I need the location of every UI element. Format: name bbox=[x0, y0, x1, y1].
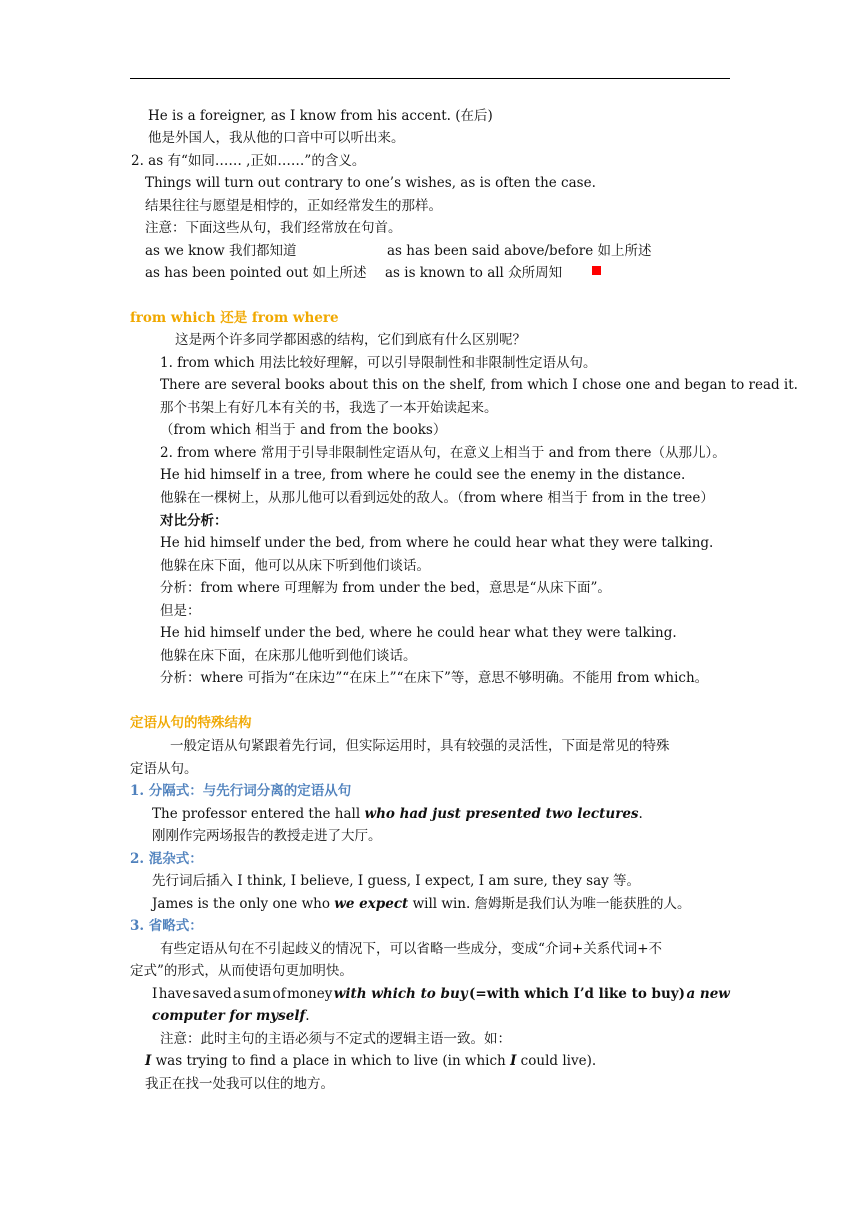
paragraph: 这是两个许多同学都困惑的结构，它们到底有什么区别呢？ bbox=[175, 332, 526, 348]
section-heading: 定语从句的特殊结构 bbox=[130, 715, 252, 731]
word: sum bbox=[242, 986, 272, 1002]
sentence-part: could live). bbox=[516, 1053, 597, 1069]
header-rule bbox=[130, 78, 730, 79]
sentence-part: . bbox=[638, 806, 643, 822]
word: of bbox=[272, 986, 286, 1002]
red-square-marker bbox=[592, 266, 601, 275]
subsection-heading: 2. 混杂式： bbox=[130, 851, 203, 867]
example-sentence bbox=[152, 894, 691, 914]
numbered-point: 1. from which 用法比较好理解，可以引导限制性和非限制性定语从句。 bbox=[160, 355, 597, 371]
paragraph: 定式”的形式，从而使语句更加明快。 bbox=[130, 963, 353, 979]
paragraph: 有些定语从句在不引起歧义的情况下，可以省略一些成分，变成“介词+关系代词+不 bbox=[160, 941, 663, 957]
note: 但是： bbox=[160, 603, 201, 619]
paragraph: 定语从句。 bbox=[130, 761, 198, 777]
numbered-point: 2. as 有“如同…… ,正如……”的含义。 bbox=[131, 153, 366, 169]
example-sentence bbox=[152, 984, 730, 1004]
sentence-part: . bbox=[305, 1008, 310, 1024]
emphasis: who had just presented two lectures bbox=[364, 806, 639, 822]
translation: 那个书架上有好几本有关的书，我选了一本开始读起来。 bbox=[160, 400, 498, 416]
paragraph: 一般定语从句紧跟着先行词，但实际运用时，具有较强的灵活性，下面是常见的特殊 bbox=[170, 738, 670, 754]
word: a bbox=[233, 986, 242, 1002]
emphasis: I bbox=[145, 1053, 152, 1069]
example-sentence bbox=[152, 804, 643, 824]
note: （from which 相当于 and from the books） bbox=[160, 422, 447, 438]
emphasis: with which to buy bbox=[333, 986, 468, 1002]
phrase: as is known to all 众所周知 bbox=[385, 265, 563, 281]
word: I bbox=[152, 986, 158, 1002]
example-sentence: He is a foreigner, as I know from his accent. (在后) bbox=[148, 108, 493, 124]
analysis: 分析：where 可指为“在床边”“在床上”“在床下”等，意思不够明确。不能用 from which。 bbox=[160, 670, 709, 686]
emphasis: computer for myself bbox=[152, 1008, 306, 1024]
example-sentence: He hid himself in a tree, from where he could see the enemy in the distance. bbox=[160, 467, 686, 483]
translation: 他躲在一棵树上，从那儿他可以看到远处的敌人。（from where 相当于 from in the tree） bbox=[160, 490, 714, 506]
section-heading: from which 还是 from where bbox=[130, 310, 339, 326]
sentence-part: James is the only one who bbox=[152, 896, 335, 912]
sentence-part: was trying to find a place in which to live (in which bbox=[151, 1053, 511, 1069]
note: 注意：下面这些从句，我们经常放在句首。 bbox=[145, 220, 402, 236]
example-sentence-cont bbox=[152, 1006, 310, 1026]
note: 注意：此时主句的主语必须与不定式的逻辑主语一致。如： bbox=[160, 1031, 511, 1047]
sentence-part: The professor entered the hall bbox=[152, 806, 365, 822]
translation: 他躲在床下面，在床那儿他听到他们谈话。 bbox=[160, 648, 417, 664]
subsection-heading: 1. 分隔式：与先行词分离的定语从句 bbox=[130, 783, 352, 799]
emphasis: I bbox=[510, 1053, 517, 1069]
phrase: as we know 我们都知道 bbox=[145, 243, 297, 259]
translation: 刚刚作完两场报告的教授走进了大厅。 bbox=[152, 828, 382, 844]
subheading: 对比分析： bbox=[160, 513, 228, 529]
sentence-part: will win. 詹姆斯是我们认为唯一能获胜的人。 bbox=[408, 896, 691, 912]
example-sentence: There are several books about this on the shelf, from which I chose one and began to read it. bbox=[160, 377, 798, 393]
translation: 结果往往与愿望是相悖的，正如经常发生的那样。 bbox=[145, 198, 442, 214]
emphasis-bold: (=with which I’d like to buy) bbox=[469, 986, 686, 1002]
example-sentence: He hid himself under the bed, where he could hear what they were talking. bbox=[160, 625, 677, 641]
example-sentence bbox=[145, 1051, 596, 1071]
word: money bbox=[287, 986, 333, 1002]
numbered-point: 2. from where 常用于引导非限制性定语从句，在意义上相当于 and from there（从那儿）。 bbox=[160, 445, 726, 461]
phrase: as has been said above/before 如上所述 bbox=[387, 243, 652, 259]
translation: 我正在找一处我可以住的地方。 bbox=[145, 1076, 334, 1092]
subsection-heading: 3. 省略式： bbox=[130, 918, 203, 934]
example-sentence: He hid himself under the bed, from where he could hear what they were talking. bbox=[160, 535, 714, 551]
example-sentence: Things will turn out contrary to one’s wishes, as is often the case. bbox=[145, 175, 596, 191]
word: saved bbox=[192, 986, 232, 1002]
emphasis: a new bbox=[686, 986, 730, 1002]
emphasis: we expect bbox=[334, 896, 409, 912]
word: have bbox=[158, 986, 192, 1002]
phrase: as has been pointed out 如上所述 bbox=[145, 265, 367, 281]
translation: 他是外国人，我从他的口音中可以听出来。 bbox=[148, 130, 405, 146]
translation: 他躲在床下面，他可以从床下听到他们谈话。 bbox=[160, 558, 430, 574]
paragraph: 先行词后插入 I think, I believe, I guess, I expect, I am sure, they say 等。 bbox=[152, 873, 641, 889]
analysis: 分析：from where 可理解为 from under the bed，意思是“从床下面”。 bbox=[160, 580, 611, 596]
